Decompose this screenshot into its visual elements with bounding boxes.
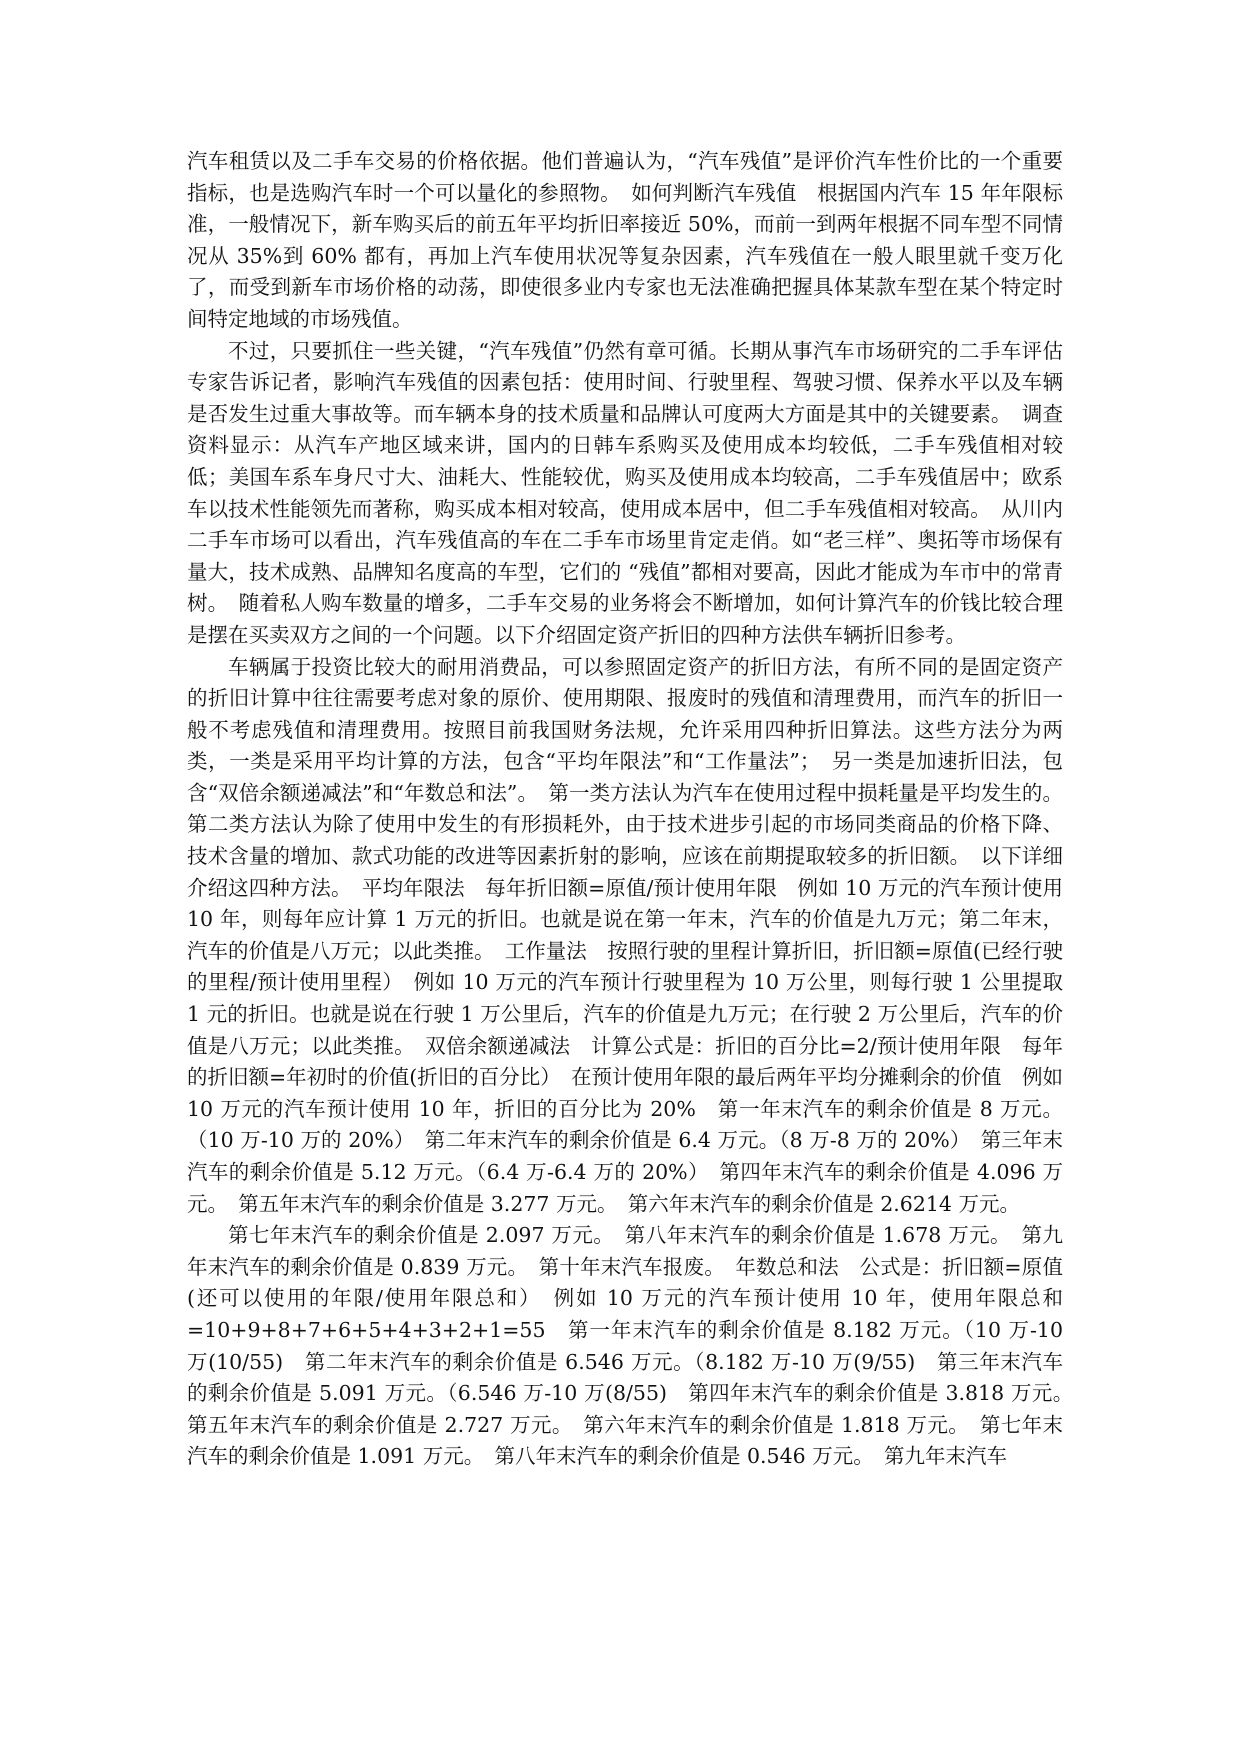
paragraph-car-residual-value-intro: 汽车租赁以及二手车交易的价格依据。他们普遍认为，“汽车残值”是评价汽车性价比的一个重要指标，也是选购汽车时一个可以量化的参照物。 如何判断汽车残值 根据国内汽车 15 年年限标准，一般情况下，新车购买后的前五年平均折旧率接近 50%，而前一到两年根据不同车型不同情况从 35%到 60% 都有，再加上汽车使用状况等复杂因素，汽车残值在一般人眼里就千变万化了，而受到新车市场价格的动荡，即使很多业内专家也无法准确把握具体某款车型在某个特定时间特定地域的市场残值。 <box>187 149 1063 331</box>
paragraph-depreciation-methods: 车辆属于投资比较大的耐用消费品，可以参照固定资产的折旧方法，有所不同的是固定资产的折旧计算中往往需要考虑对象的原价、使用期限、报废时的残值和清理费用，而汽车的折旧一般不考虑残值和清理费用。按照目前我国财务法规，允许采用四种折旧算法。这些方法分为两类，一类是采用平均计算的方法，包含“平均年限法”和“工作量法”； 另一类是加速折旧法，包含“双倍余额递减法”和“年数总和法”。 第一类方法认为汽车在使用过程中损耗量是平均发生的。第二类方法认为除了使用中发生的有形损耗外，由于技术进步引起的市场同类商品的价格下降、技术含量的增加、款式功能的改进等因素折射的影响，应该在前期提取较多的折旧额。 以下详细介绍这四种方法。 平均年限法 每年折旧额=原值/预计使用年限 例如 10 万元的汽车预计使用 10 年，则每年应计算 1 万元的折旧。也就是说在第一年末，汽车的价值是九万元；第二年末，汽车的价值是八万元；以此类推。 工作量法 按照行驶的里程计算折旧，折旧额=原值(已经行驶的里程/预计使用里程） 例如 10 万元的汽车预计行驶里程为 10 万公里，则每行驶 1 公里提取 1 元的折旧。也就是说在行驶 1 万公里后，汽车的价值是九万元；在行驶 2 万公里后，汽车的价值是八万元；以此类推。 双倍余额递减法 计算公式是：折旧的百分比=2/预计使用年限 每年的折旧额=年初时的价值(折旧的百分比） 在预计使用年限的最后两年平均分摊剩余的价值 例如 10 万元的汽车预计使用 10 年，折旧的百分比为 20% 第一年末汽车的剩余价值是 8 万元。（10 万-10 万的 20%） 第二年末汽车的剩余价值是 6.4 万元。（8 万-8 万的 20%） 第三年末汽车的剩余价值是 5.12 万元。（6.4 万-6.4 万的 20%） 第四年末汽车的剩余价值是 4.096 万元。 第五年末汽车的剩余价值是 3.277 万元。 第六年末汽车的剩余价值是 2.6214 万元。 <box>187 654 1063 1216</box>
paragraph-sum-of-years-method: 第七年末汽车的剩余价值是 2.097 万元。 第八年末汽车的剩余价值是 1.678 万元。 第九年末汽车的剩余价值是 0.839 万元。 第十年末汽车报废。 年数总和法 公式是：折旧额=原值(还可以使用的年限/使用年限总和） 例如 10 万元的汽车预计使用 10 年，使用年限总和=10+9+8+7+6+5+4+3+2+1=55 第一年末汽车的剩余价值是 8.182 万元。（10 万-10 万(10/55) 第二年末汽车的剩余价值是 6.546 万元。（8.182 万-10 万(9/55) 第三年末汽车的剩余价值是 5.091 万元。（6.546 万-10 万(8/55) 第四年末汽车的剩余价值是 3.818 万元。 第五年末汽车的剩余价值是 2.727 万元。 第六年末汽车的剩余价值是 1.818 万元。 第七年末汽车的剩余价值是 1.091 万元。 第八年末汽车的剩余价值是 0.546 万元。 第九年末汽车 <box>187 1223 1084 1469</box>
document-body <box>187 146 1084 1473</box>
paragraph-residual-value-factors: 不过，只要抓住一些关键，“汽车残值”仍然有章可循。长期从事汽车市场研究的二手车评估专家告诉记者，影响汽车残值的因素包括：使用时间、行驶里程、驾驶习惯、保养水平以及车辆是否发生过重大事故等。而车辆本身的技术质量和品牌认可度两大方面是其中的关键要素。 调查资料显示：从汽车产地区域来讲，国内的日韩车系购买及使用成本均较低，二手车残值相对较低；美国车系车身尺寸大、油耗大、性能较优，购买及使用成本均较高，二手车残值居中；欧系车以技术性能领先而著称，购买成本相对较高，使用成本居中，但二手车残值相对较高。 从川内二手车市场可以看出，汽车残值高的车在二手车市场里肯定走俏。如“老三样”、奥拓等市场保有量大，技术成熟、品牌知名度高的车型，它们的 “残值”都相对要高，因此才能成为车市中的常青树。 随着私人购车数量的增多，二手车交易的业务将会不断增加，如何计算汽车的价钱比较合理是摆在买卖双方之间的一个问题。以下介绍固定资产折旧的四种方法供车辆折旧参考。 <box>187 338 1063 647</box>
